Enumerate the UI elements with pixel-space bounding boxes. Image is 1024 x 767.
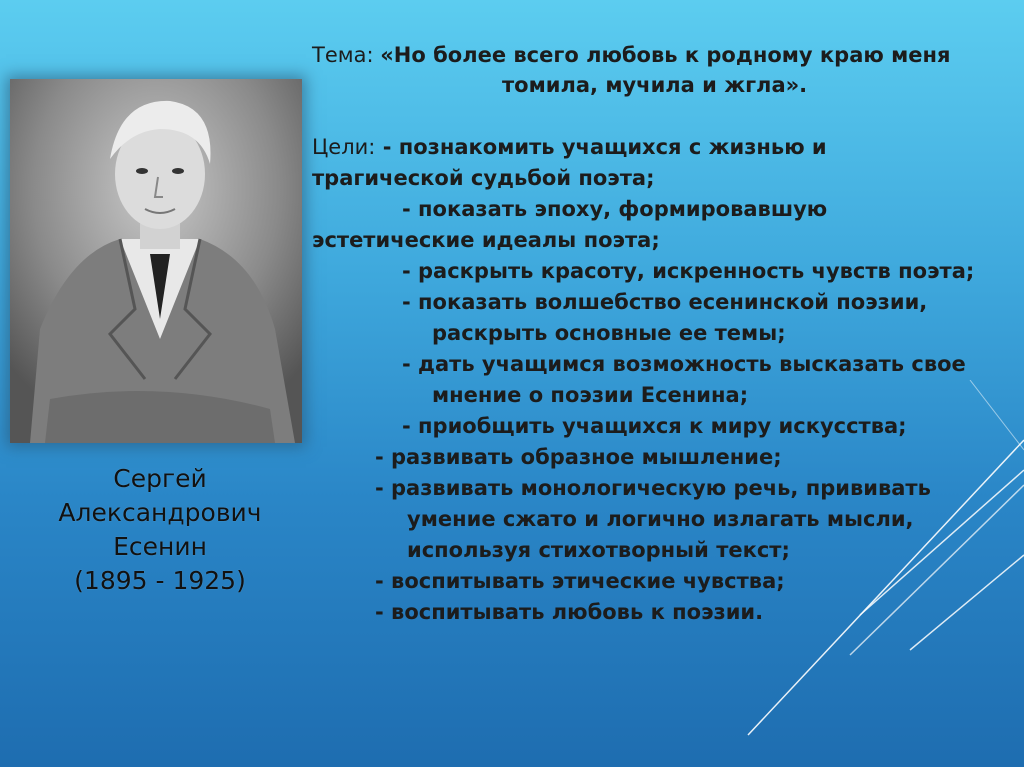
goal-line: - познакомить учащихся с жизнью и (382, 135, 827, 159)
goal-line: используя стихотворный текст; (407, 538, 790, 562)
caption-years: (1895 - 1925) (74, 566, 246, 595)
goal-line: - показать волшебство есенинской поэзии, (402, 290, 928, 314)
goal-line: мнение о поэзии Есенина; (432, 383, 749, 407)
goal-line: - приобщить учащихся к миру искусства; (402, 414, 907, 438)
goal-line: - развивать монологическую речь, прививать (375, 476, 931, 500)
caption-first-name: Сергей (113, 464, 207, 493)
goal-line: - показать эпоху, формировавшую (402, 197, 828, 221)
goal-line: - воспитывать этические чувства; (375, 569, 785, 593)
goal-line: - развивать образное мышление; (375, 445, 782, 469)
caption-surname: Есенин (113, 532, 207, 561)
goals-label: Цели: (312, 135, 376, 159)
goal-line: - дать учащимся возможность высказать свое (402, 352, 966, 376)
topic-label: Тема: (312, 43, 374, 67)
goal-line: - раскрыть красоту, искренность чувств поэта; (402, 259, 975, 283)
goal-line: умение сжато и логично излагать мысли, (407, 507, 914, 531)
portrait-illustration (10, 79, 302, 443)
goal-line: трагической судьбой поэта; (312, 166, 655, 190)
topic-quote-line1: «Но более всего любовь к родному краю меня (380, 43, 951, 67)
topic-quote-line2: томила, мучила и жгла». (502, 73, 808, 97)
portrait-caption (20, 462, 300, 598)
decorative-lines (700, 380, 1024, 767)
goal-line: раскрыть основные ее темы; (432, 321, 786, 345)
goal-line: - воспитывать любовь к поэзии. (375, 600, 764, 624)
caption-patronymic: Александрович (58, 498, 262, 527)
portrait-photo (10, 79, 302, 443)
goal-line: эстетические идеалы поэта; (312, 228, 660, 252)
topic-block (312, 40, 1012, 100)
